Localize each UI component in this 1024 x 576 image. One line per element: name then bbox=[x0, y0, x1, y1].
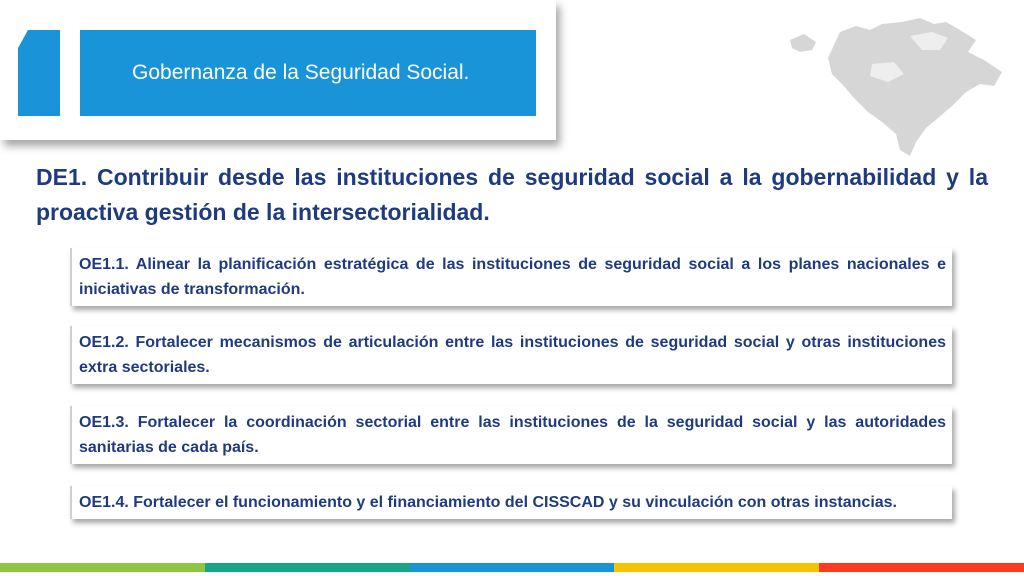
footer-stripe-segment bbox=[410, 563, 615, 572]
objective-text: OE1.1. Alinear la planificación estratégica de las instituciones de seguridad social a los planes nacionales e iniciativas de transformación. bbox=[79, 256, 946, 298]
objective-text: OE1.2. Fortalecer mecanismos de articulación entre las instituciones de seguridad social y otras instituciones extra sectoriales. bbox=[79, 334, 946, 376]
central-america-map-icon bbox=[770, 10, 1010, 160]
main-title: DE1. Contribuir desde las instituciones de seguridad social a la gobernabilidad y la proactiva gestión de la intersectorialidad. bbox=[36, 164, 988, 225]
objective-box bbox=[70, 406, 952, 464]
header-card bbox=[0, 0, 556, 140]
objective-text: OE1.4. Fortalecer el funcionamiento y el financiamiento del CISSCAD y su vinculación con otras instancias. bbox=[79, 494, 897, 511]
header-title: Gobernanza de la Seguridad Social. bbox=[132, 61, 470, 84]
number-one-mark-icon bbox=[18, 30, 60, 116]
objective-box bbox=[70, 248, 952, 306]
footer-stripe-segment bbox=[0, 563, 205, 572]
objective-text: OE1.3. Fortalecer la coordinación sectorial entre las instituciones de la seguridad social y las autoridades sanitarias de cada país. bbox=[79, 414, 946, 456]
footer-stripe-segment bbox=[819, 563, 1024, 572]
header-banner bbox=[80, 30, 536, 116]
footer-stripe-segment bbox=[205, 563, 410, 572]
footer-color-stripe bbox=[0, 563, 1024, 572]
objective-box bbox=[70, 486, 952, 519]
objective-box bbox=[70, 326, 952, 384]
footer-stripe-segment bbox=[614, 563, 819, 572]
